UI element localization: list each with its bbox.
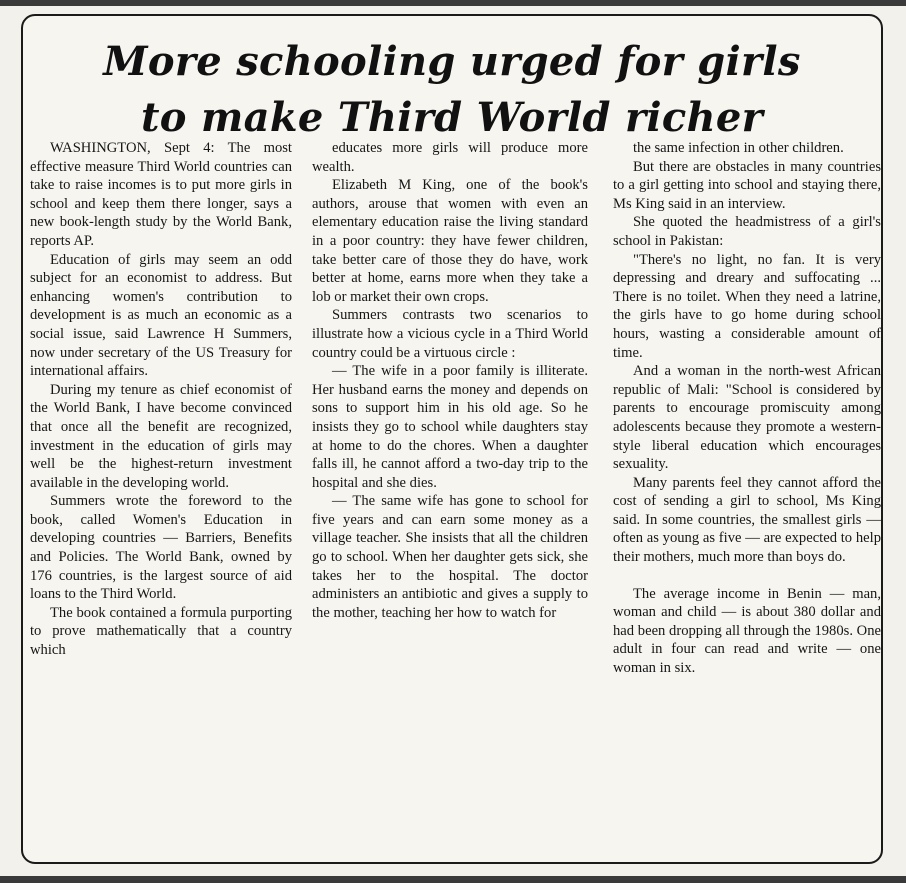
paragraph: — The wife in a poor family is illiterate. Her husband earns the money and depends on sons to support him in his old age. So he insists they go to school while daughters stay at home to do the chores. When a daughter falls ill, he cannot afford a two-day trip to the hospital and she dies. xyxy=(312,363,588,491)
paragraph: WASHINGTON, Sept 4: The most effective measure Third World countries can take to raise incomes is to put more girls in school and keep them there longer, says a new book-length study by the World Bank, reports AP. xyxy=(30,140,292,249)
paragraph: She quoted the headmistress of a girl's school in Pakistan: xyxy=(613,214,881,249)
paragraph: educates more girls will produce more wealth. xyxy=(312,140,588,175)
paragraph: Education of girls may seem an odd subject for an economist to address. But enhancing women's contribution to development is as much an economic as a social issue, said Lawrence H Summers, now under secretary of the US Treasury for international affairs. xyxy=(30,251,292,380)
paragraph: But there are obstacles in many countries to a girl getting into school and staying there, Ms King said in an interview. xyxy=(613,158,881,212)
paragraph: — The same wife has gone to school for five years and can earn some money as a village teacher. She insists that all the children go to school. When her daughter gets sick, she takes her to the hospital. The doctor administers an antibiotic and gives a supply to the mother, teaching her how to watch for xyxy=(312,493,588,621)
article-column-3 xyxy=(613,139,881,678)
headline-line-1: More schooling urged for girls xyxy=(103,38,801,85)
article-headline xyxy=(23,34,881,146)
paragraph: And a woman in the north-west African republic of Mali: "School is considered by parents to encourage promiscuity among adolescents because they promote a western-style liberal education which encourages sexuality. xyxy=(613,363,881,473)
paragraph: The average income in Benin — man, woman and child — is about 380 dollar and had been dropping all through the 1980s. One adult in four can read and write — one woman in six. xyxy=(613,585,881,677)
paragraph: the same infection in other children. xyxy=(633,140,844,156)
paragraph: Elizabeth M King, one of the book's authors, arouse that women with even an elementary education raise the living standard in a poor country: they have fewer children, take better care of those they do have, work better at home, earns more when they take a lob or market their own crops. xyxy=(312,177,588,305)
paragraph: Summers contrasts two scenarios to illustrate how a vicious cycle in a Third World country could be a virtuous circle : xyxy=(312,307,588,361)
headline-line-2: to make Third World richer xyxy=(141,94,763,141)
article-column-1 xyxy=(30,139,292,660)
paragraph: During my tenure as chief economist of the World Bank, I have become convinced that once all the benefit are recognized, investment in the education of girls may well be the highest-return investment available in the developing world. xyxy=(30,381,292,491)
paragraph: Summers wrote the foreword to the book, called Women's Education in developing countries — Barriers, Benefits and Policies. The World Bank, owned by 176 countries, is the largest source of aid loans to the Third World. xyxy=(30,493,292,603)
paragraph: The book contained a formula purporting to prove mathematically that a country which xyxy=(30,604,292,659)
page-top-rule xyxy=(0,0,906,6)
paragraph: Many parents feel they cannot afford the cost of sending a girl to school, Ms King said. In some countries, the smallest girls — often as young as five — are expected to help their mothers, much more than boys do. xyxy=(613,474,881,566)
article-column-2 xyxy=(312,139,588,622)
paragraph: "There's no light, no fan. It is very depressing and dreary and suffocating ... There is no toilet. When they need a latrine, the girls have to go home during school hours, wasting a considerable amount of time. xyxy=(613,251,881,361)
page-bottom-rule xyxy=(0,876,906,883)
